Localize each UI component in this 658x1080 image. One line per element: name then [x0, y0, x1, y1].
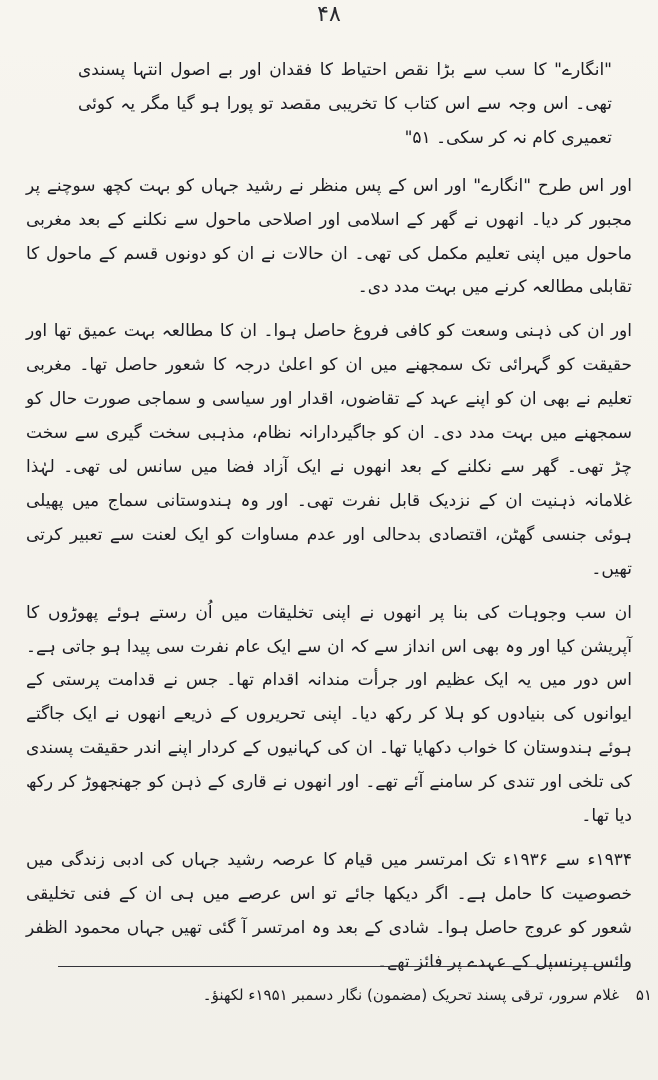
- footnote-text: غلام سرور، ترقی پسند تحریک (مضمون) نگار دسمبر ۱۹۵۱ء لکھنؤ۔: [202, 986, 620, 1004]
- paragraph-4: ۱۹۳۴ء سے ۱۹۳۶ء تک امرتسر میں قیام کا عرصہ رشید جہاں کی ادبی زندگی میں خصوصیت کا حامل ہے۔ اگر دیکھا جائے تو اس عرصے میں ہی ان کے فنی تخلیقی شعور کو عروج حاصل ہوا۔ شادی کے بعد وہ امرتسر آ گئی تھیں جہاں محمود الظفر وائس پرنسپل کے عہدے پر فائز تھے۔: [26, 849, 632, 972]
- paragraph-2: اور ان کی ذہنی وسعت کو کافی فروغ حاصل ہوا۔ ان کا مطالعہ بہت عمیق تھا اور حقیقت کو گہرائی تک سمجھنے میں ان کو اعلیٰ درجہ کا شعور حاصل تھا۔ مغربی تعلیم نے بھی ان کو اپنے عہد کے تقاضوں، اقدار اور سیاسی و سماجی صورت حال کو سمجھنے میں بہت مدد دی۔ ان کو جاگیردارانہ نظام، مذہبی سخت گیری سے سخت چڑ تھی۔ گھر سے نکلنے کے بعد انھوں نے ایک آزاد فضا میں سانس لی تھی۔ لہٰذا غلامانہ ذہنیت ان کے نزدیک قابل نفرت تھی۔ اور وہ ہندوستانی سماج میں پھیلی ہوئی جنسی گھٹن، اقتصادی بدحالی اور عدم مساوات کو ایک لعنت سے تعبیر کرتی تھیں۔: [26, 321, 632, 579]
- footnote-marker: ۵۱: [635, 986, 652, 1004]
- body-text: [26, 54, 632, 990]
- block-quote: "انگارے" کا سب سے بڑا نقص احتیاط کا فقدان اور بے اصول انتہا پسندی تھی۔ اس وجہ سے اس کتاب کا تخریبی مقصد تو پورا ہو گیا مگر یہ کوئی تعمیری کام نہ کر سکی۔ ۵۱": [78, 60, 612, 148]
- paragraph-3: ان سب وجوہات کی بنا پر انھوں نے اپنی تخلیقات میں اُن رستے ہوئے پھوڑوں کا آپریشن کیا اور وہ بھی اس انداز سے کہ ان سے ایک عام نفرت سی پیدا ہو جاتی ہے۔ اس دور میں یہ ایک عظیم اور جرأت مندانہ اقدام تھا۔ جس نے قدامت پرستی کے ایوانوں کی بنیادوں کو ہلا کر رکھ دیا۔ اپنی تحریروں کے ذریعے انھوں نے ایک جاگتے ہوئے ہندوستان کا خواب دکھایا تھا۔ ان کی کہانیوں کے کردار اپنے اندر حقیقت پسندی کی تلخی اور تندی کر سامنے آئے تھے۔ اور انھوں نے قاری کے ذہن کو جھنجھوڑ کر رکھ دیا تھا۔: [26, 602, 632, 827]
- page-number: ۴۸: [317, 2, 341, 27]
- paragraph-1: اور اس طرح "انگارے" اور اس کے پس منظر نے رشید جہاں کو بہت کچھ سوچنے پر مجبور کر دیا۔ انھوں نے گھر کے اسلامی اور اصلاحی ماحول سے نکلنے کے بعد مغربی ماحول میں اپنی تعلیم مکمل کی تھی۔ ان حالات نے ان کو دونوں قسم کے ماحول کا تقابلی مطالعہ کرنے میں بہت مدد دی۔: [26, 175, 632, 298]
- footnote-divider: [58, 966, 630, 967]
- footnote: [120, 982, 652, 1008]
